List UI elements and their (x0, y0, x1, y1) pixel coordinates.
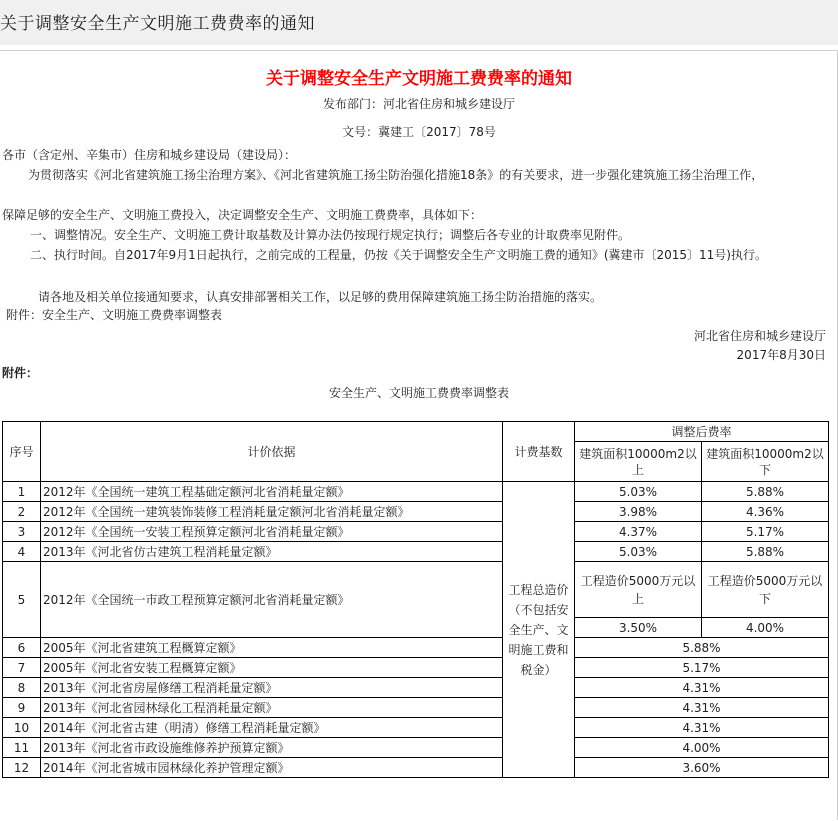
attachment-label: 附件： (2, 366, 39, 380)
row-no: 12 (3, 758, 41, 778)
row-rate: 4.31% (575, 678, 829, 698)
row-rate: 5.17% (575, 658, 829, 678)
paragraph-4-text: 二、执行时间。自2017年9月1日起执行，之前完成的工程量，仍按《关于调整安全生产文明施工费的通知》(冀建市〔2015〕11号)执行。 (30, 248, 767, 262)
row-no: 9 (3, 698, 41, 718)
row-no: 11 (3, 738, 41, 758)
header-adjusted-rate: 调整后费率 (575, 422, 829, 442)
row-basis: 2012年《全国统一建筑装饰装修工程消耗量定额河北省消耗量定额》 (41, 502, 503, 522)
row-no: 7 (3, 658, 41, 678)
header-area-above: 建筑面积10000m2以上 (575, 442, 702, 482)
row-no: 8 (3, 678, 41, 698)
row-no: 6 (3, 638, 41, 658)
header-seq: 序号 (3, 422, 41, 482)
publisher: 发布部门：河北省住房和城乡建设厅 (322, 97, 515, 111)
cost-above-label: 工程造价5000万元以上 (575, 562, 702, 618)
row-rate-above: 3.50% (575, 618, 702, 638)
row-basis: 2013年《河北省仿古建筑工程消耗量定额》 (41, 542, 503, 562)
row-basis: 2014年《河北省古建（明清）修缮工程消耗量定额》 (41, 718, 503, 738)
row-no: 10 (3, 718, 41, 738)
row-basis: 2012年《全国统一建筑工程基础定额河北省消耗量定额》 (41, 482, 503, 502)
row-basis: 2013年《河北省园林绿化工程消耗量定额》 (41, 698, 503, 718)
row-rate: 4.31% (575, 698, 829, 718)
header-area-below: 建筑面积10000m2以下 (702, 442, 829, 482)
salutation: 各市（含定州、辛集市）住房和城乡建设局（建设局）： (2, 148, 297, 162)
row-no: 5 (3, 562, 41, 638)
row-no: 2 (3, 502, 41, 522)
row-rate-above: 4.37% (575, 522, 702, 542)
paragraph-1 (0, 165, 822, 185)
document-title: 关于调整安全生产文明施工费费率的通知 (266, 69, 572, 89)
row-rate-below: 5.88% (702, 482, 829, 502)
cost-below-label: 工程造价5000万元以下 (702, 562, 829, 618)
row-no: 4 (3, 542, 41, 562)
row-basis: 2005年《河北省安装工程概算定额》 (41, 658, 503, 678)
row-rate: 5.88% (575, 638, 829, 658)
row-basis: 2012年《全国统一市政工程预算定额河北省消耗量定额》 (41, 562, 503, 638)
signer: 河北省住房和城乡建设厅 (693, 329, 826, 343)
fee-rate-table (2, 421, 829, 778)
tab-title: 关于调整安全生产文明施工费费率的通知 (0, 14, 315, 34)
row-rate: 3.60% (575, 758, 829, 778)
paragraph-3: 一、调整情况。安全生产、文明施工费计取基数及计算办法仍按现行规定执行；调整后各专业的计取费率见附件。 (30, 228, 631, 242)
row-rate-below: 5.17% (702, 522, 829, 542)
row-rate-above: 5.03% (575, 482, 702, 502)
row-basis: 2005年《河北省建筑工程概算定额》 (41, 638, 503, 658)
row-basis: 2014年《河北省城市园林绿化养护管理定额》 (41, 758, 503, 778)
row-rate-below: 5.88% (702, 542, 829, 562)
header-base: 计费基数 (503, 422, 575, 482)
row-rate: 4.31% (575, 718, 829, 738)
document-body (0, 50, 838, 821)
row-rate: 4.00% (575, 738, 829, 758)
paragraph-5: 请各地及相关单位接通知要求，认真安排部署相关工作，以足够的费用保障建筑施工扬尘防治措施的落实。 (38, 290, 603, 304)
signature-date: 2017年8月30日 (736, 348, 826, 362)
table-title: 安全生产、文明施工费费率调整表 (328, 386, 509, 400)
row-basis: 2012年《全国统一安装工程预算定额河北省消耗量定额》 (41, 522, 503, 542)
page-tab-header (0, 0, 838, 45)
paragraph-2: 保障足够的安全生产、文明施工费投入，决定调整安全生产、文明施工费费率，具体如下： (2, 208, 483, 222)
row-rate-above: 5.03% (575, 542, 702, 562)
row-rate-below: 4.00% (702, 618, 829, 638)
header-basis: 计价依据 (41, 422, 503, 482)
row-rate-above: 3.98% (575, 502, 702, 522)
row-rate-below: 4.36% (702, 502, 829, 522)
row-basis: 2013年《河北省市政设施维修养护预算定额》 (41, 738, 503, 758)
row-no: 3 (3, 522, 41, 542)
paragraph-4 (2, 245, 820, 265)
document-number: 文号：冀建工〔2017〕78号 (342, 125, 496, 139)
attachment-reference: 附件：安全生产、文明施工费费率调整表 (6, 308, 223, 322)
row-no: 1 (3, 482, 41, 502)
row-basis: 2013年《河北省房屋修缮工程消耗量定额》 (41, 678, 503, 698)
paragraph-1-text: 为贯彻落实《河北省建筑施工扬尘治理方案》、《河北省建筑施工扬尘防治强化措施18条》的有关要求，进一步强化建筑施工扬尘治理工作， (28, 168, 764, 182)
billing-base: 工程总造价（不包括安全生产、文明施工费和税金） (503, 482, 575, 778)
